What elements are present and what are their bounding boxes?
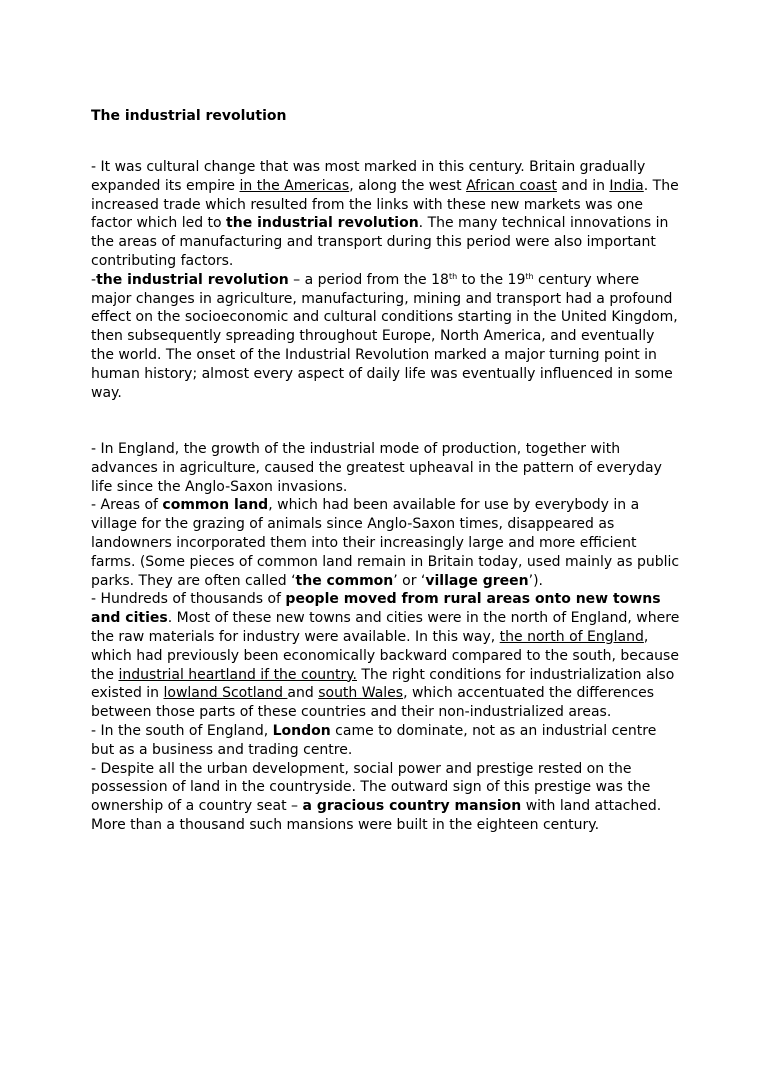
text-run: with land attached. More than a thousand such mansions were built in the eighteen century. — [91, 798, 662, 833]
text-run: - — [91, 271, 97, 288]
bold-phrase: London — [272, 722, 331, 739]
paragraph-london — [91, 722, 681, 760]
text-run: ’ or ‘ — [393, 572, 426, 589]
text-run: - Areas of — [91, 497, 163, 514]
text-run: , which had previously been economically backward compared to the south, because the — [91, 628, 679, 683]
bold-phrase: people moved from rural areas onto new towns and cities — [91, 591, 661, 627]
paragraph-common-land — [91, 496, 681, 590]
paragraph-cultural-change — [91, 158, 681, 271]
underlined-phrase: in the Americas — [239, 177, 350, 194]
text-run: - It was cultural change that was most marked in this century. Britain gradually expanded its empire — [91, 159, 646, 194]
text-run: - In England, the growth of the industrial mode of production, together with advances in agriculture, caused the greatest upheaval in the pattern of everyday life since the Anglo-Saxon invasions. — [91, 440, 662, 495]
text-run: . Most of these new towns and cities were in the north of England, where the raw materials for industry were available. In this way, — [91, 610, 680, 645]
text-run: - In the south of England, — [91, 722, 273, 739]
text-run: and in — [556, 177, 610, 194]
text-run: The right conditions for industrialization also existed in — [91, 666, 675, 702]
paragraph-country-seat — [91, 760, 681, 835]
document-title: The industrial revolution — [91, 108, 287, 124]
underlined-phrase: India — [609, 177, 644, 194]
paragraph-migration — [91, 590, 681, 722]
bold-phrase: the common — [295, 572, 394, 589]
text-run: century where major changes in agriculture, manufacturing, mining and transport had a profound effect on the socioeconomic and cultural conditions starting in the United Kingdom, then subsequently spreading throughout Europe, North America, and eventually the world. The onset of the Industrial Revolution marked a major turning point in human history; almost every aspect of daily life was eventually influenced in some way. — [91, 271, 678, 401]
underlined-phrase: the north of England — [499, 628, 644, 645]
bold-phrase: common land — [162, 497, 269, 514]
text-run: , which had been available for use by everybody in a village for the grazing of animals since Anglo-Saxon times, disappeared as landowners incorporated them into their increasingly large and more efficient farms. (Some pieces of common land remain in Britain today, used mainly as public parks. They are often called ‘ — [91, 497, 680, 589]
paragraph-england-growth — [91, 440, 681, 496]
bold-phrase: village green — [425, 572, 529, 589]
superscript: th — [525, 271, 534, 281]
text-run: – a period from the 18 — [288, 271, 449, 288]
bold-phrase: the industrial revolution — [226, 215, 419, 232]
superscript: th — [448, 271, 458, 281]
text-run: , along the west — [349, 177, 467, 194]
text-run: - Hundreds of thousands of — [91, 591, 286, 608]
text-run: ’). — [528, 572, 543, 589]
text-run: . The many technical innovations in the areas of manufacturing and transport during this period were also important contributing factors. — [91, 215, 669, 269]
text-run: - Despite all the urban development, social power and prestige rested on the possession of land in the countryside. The outward sign of this prestige was the ownership of a country seat – — [91, 760, 651, 815]
text-run: to the 19 — [457, 271, 526, 288]
underlined-phrase: lowland Scotland — [163, 685, 288, 702]
text-run: , which accentuated the differences between those parts of these countries and their non-industrialized areas. — [91, 685, 655, 721]
underlined-phrase: south Wales — [318, 685, 404, 702]
bold-phrase: a gracious country mansion — [302, 798, 522, 815]
paragraph-spacer — [91, 402, 681, 440]
underlined-phrase: industrial heartland if the country. — [118, 666, 357, 683]
bold-phrase: the industrial revolution — [96, 271, 289, 288]
underlined-phrase: African coast — [466, 177, 557, 194]
text-run: and — [287, 685, 319, 702]
text-run: came to dominate, not as an industrial centre but as a business and trading centre. — [91, 722, 657, 758]
text-run: . The increased trade which resulted from the links with these new markets was one factor which led to — [91, 177, 679, 232]
document-page — [91, 106, 681, 835]
paragraph-definition — [91, 271, 681, 403]
